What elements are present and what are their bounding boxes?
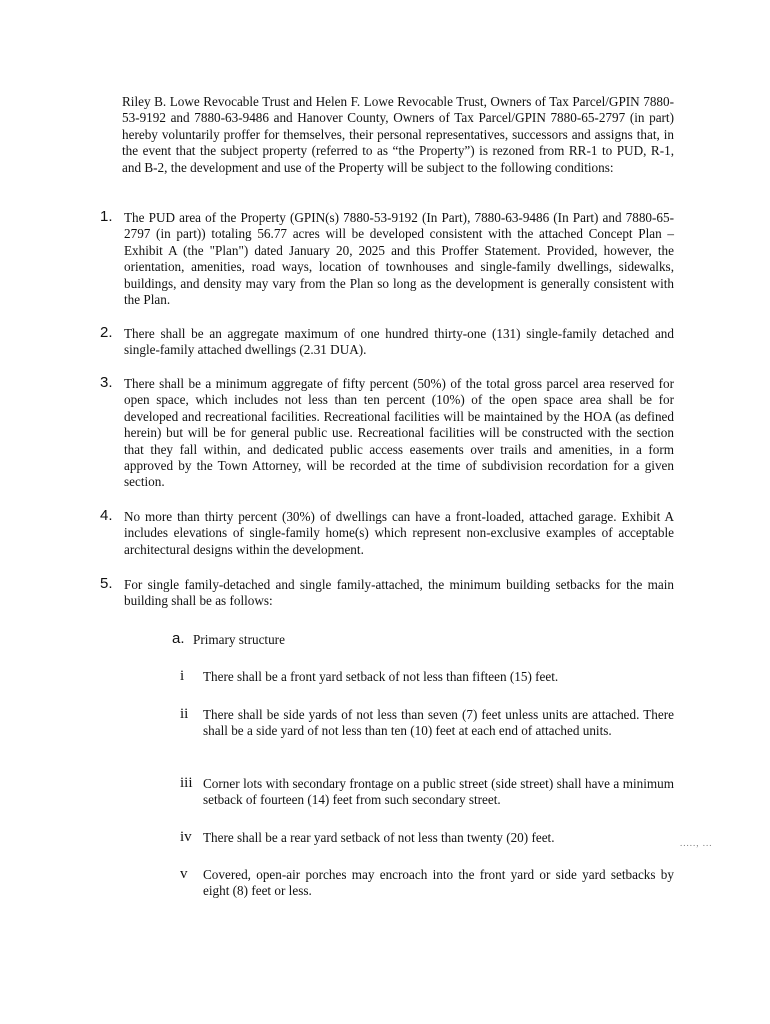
setback-ii: [180, 707, 674, 740]
condition-text: No more than thirty percent (30%) of dwellings can have a front-loaded, attached garage. Exhibit A includes elevations of single-family home(s) which represent non-exclusive examples of acceptable architectural designs within the development.: [124, 509, 674, 557]
setback-text: There shall be a rear yard setback of not less than twenty (20) feet.: [203, 830, 555, 845]
condition-number: 3.: [100, 374, 113, 391]
condition-text: There shall be an aggregate maximum of one hundred thirty-one (131) single-family detached and single-family attached dwellings (2.31 DUA).: [124, 326, 674, 358]
roman-numeral: iv: [180, 829, 192, 845]
subsection-letter: a.: [172, 630, 185, 647]
condition-number: 2.: [100, 324, 113, 341]
setback-i: [180, 669, 674, 685]
condition-text: For single family-detached and single family-attached, the minimum building setbacks for the main building shall be as follows:: [124, 577, 674, 609]
margin-mark: ....., ...: [680, 838, 713, 848]
subsection-title: Primary structure: [193, 632, 285, 647]
condition-number: 4.: [100, 507, 113, 524]
condition-number: 1.: [100, 208, 113, 225]
subsection-a: [172, 632, 674, 648]
condition-text: There shall be a minimum aggregate of fifty percent (50%) of the total gross parcel area reserved for open space, which includes not less than ten percent (10%) of the open space area shall be for developed and recreational facilities. Recreational facilities will be maintained by the HOA (as defined herein) but will be for general public use. Recreational facilities will be constructed with the section that they fall within, and dedicated public access easements over trails and amenities, in a form approved by the Town Attorney, will be recorded at the time of subdivision recordation for a given section.: [124, 376, 674, 490]
setback-text: Corner lots with secondary frontage on a public street (side street) shall have a minimum setback of fourteen (14) feet from such secondary street.: [203, 776, 674, 808]
setback-text: There shall be side yards of not less than seven (7) feet unless units are attached. There shall be a side yard of not less than ten (10) feet at each end of attached units.: [203, 707, 674, 739]
intro-paragraph: Riley B. Lowe Revocable Trust and Helen F. Lowe Revocable Trust, Owners of Tax Parcel/GPIN 7880-53-9192 and 7880-63-9486 and Hanover County, Owners of Tax Parcel/GPIN 7880-65-2797 (in part) hereby voluntarily proffer for themselves, their personal representatives, successors and assigns that, in the event that the subject property (referred to as “the Property”) is rezoned from RR-1 to PUD, R-1, and B-2, the development and use of the Property will be subject to the following conditions:: [122, 94, 674, 175]
setback-iv: [180, 830, 674, 846]
condition-text: The PUD area of the Property (GPIN(s) 7880-53-9192 (In Part), 7880-63-9486 (In Part) and 7880-65-2797 (in part)) totaling 56.77 acres will be developed consistent with the attached Concept Plan – Exhibit A (the "Plan") dated January 20, 2025 and this Proffer Statement. Provided, however, the orientation, amenities, road ways, location of townhouses and single-family dwellings, sidewalks, buildings, and density may vary from the Plan so long as the development is generally consistent with the Plan.: [124, 210, 674, 308]
condition-1: [100, 210, 674, 308]
setback-iii: [180, 776, 674, 809]
condition-4: [100, 509, 674, 558]
condition-5: [100, 577, 674, 610]
setback-text: Covered, open-air porches may encroach into the front yard or side yard setbacks by eight (8) feet or less.: [203, 867, 674, 899]
condition-2: [100, 326, 674, 359]
setback-v: [180, 867, 674, 900]
condition-number: 5.: [100, 575, 113, 592]
roman-numeral: v: [180, 866, 188, 882]
setback-text: There shall be a front yard setback of not less than fifteen (15) feet.: [203, 669, 559, 684]
roman-numeral: i: [180, 668, 185, 684]
roman-numeral: iii: [180, 775, 193, 791]
condition-3: [100, 376, 674, 491]
roman-numeral: ii: [180, 706, 189, 722]
